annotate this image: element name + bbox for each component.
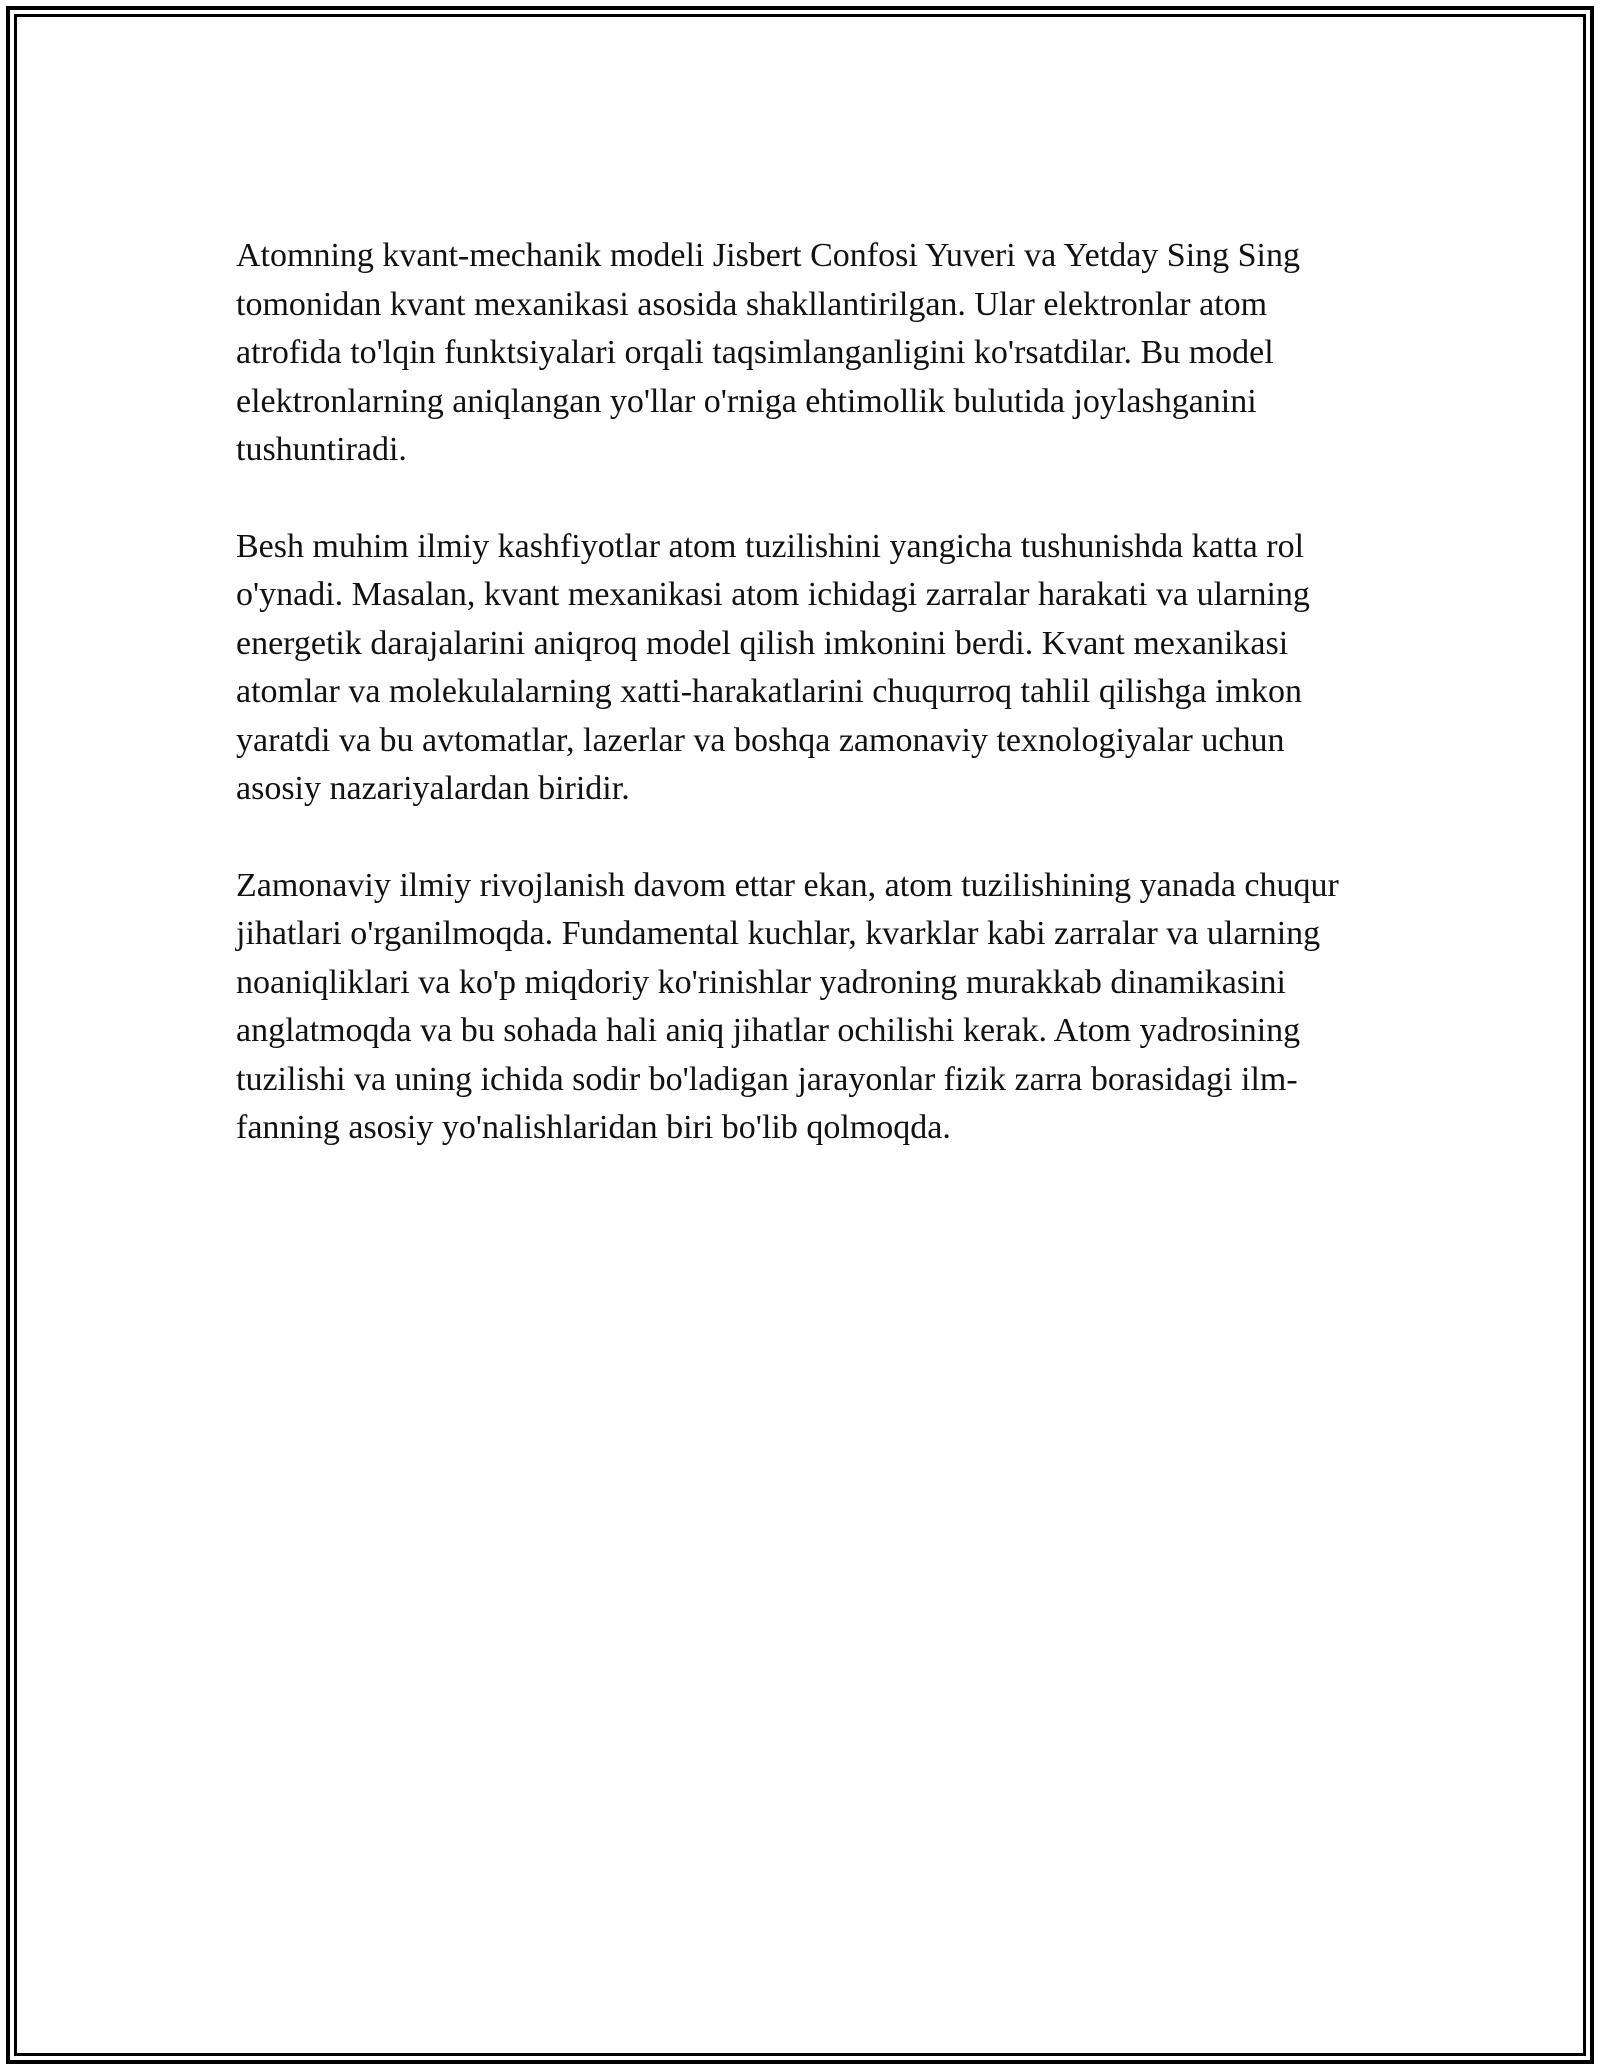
document-body <box>236 232 1366 1201</box>
paragraph-1: Atomning kvant-mechanik modeli Jisbert Confosi Yuveri va Yetday Sing Sing tomonidan kvant mexanikasi asosida shakllantirilgan. Ular elektronlar atom atrofida to'lqin funktsiyalari orqali taqsimlanganligini ko'rsatdilar. Bu model elektronlarning aniqlangan yo'llar o'rniga ehtimollik bulutida joylashganini tushuntiradi. <box>236 237 1300 468</box>
paragraph-3: Zamonaviy ilmiy rivojlanish davom ettar ekan, atom tuzilishining yanada chuqur jihatlari o'rganilmoqda. Fundamental kuchlar, kvarklar kabi zarralar va ularning noaniqliklari va ko'p miqdoriy ko'rinishlar yadroning murakkab dinamikasini anglatmoqda va bu sohada hali aniq jihatlar ochilishi kerak. Atom yadrosining tuzilishi va uning ichida sodir bo'ladigan jarayonlar fizik zarra borasidagi ilm-fanning asosiy yo'nalishlaridan biri bo'lib qolmoqda. <box>236 866 1339 1146</box>
paragraph-2: Besh muhim ilmiy kashfiyotlar atom tuzilishini yangicha tushunishda katta rol o'ynadi. Masalan, kvant mexanikasi atom ichidagi zarralar harakati va ularning energetik darajalarini aniqroq model qilish imkonini berdi. Kvant mexanikasi atomlar va molekulalarning xatti-harakatlarini chuqurroq tahlil qilishga imkon yaratdi va bu avtomatlar, lazerlar va boshqa zamonaviy texnologiyalar uchun asosiy nazariyalardan biridir. <box>236 527 1310 807</box>
